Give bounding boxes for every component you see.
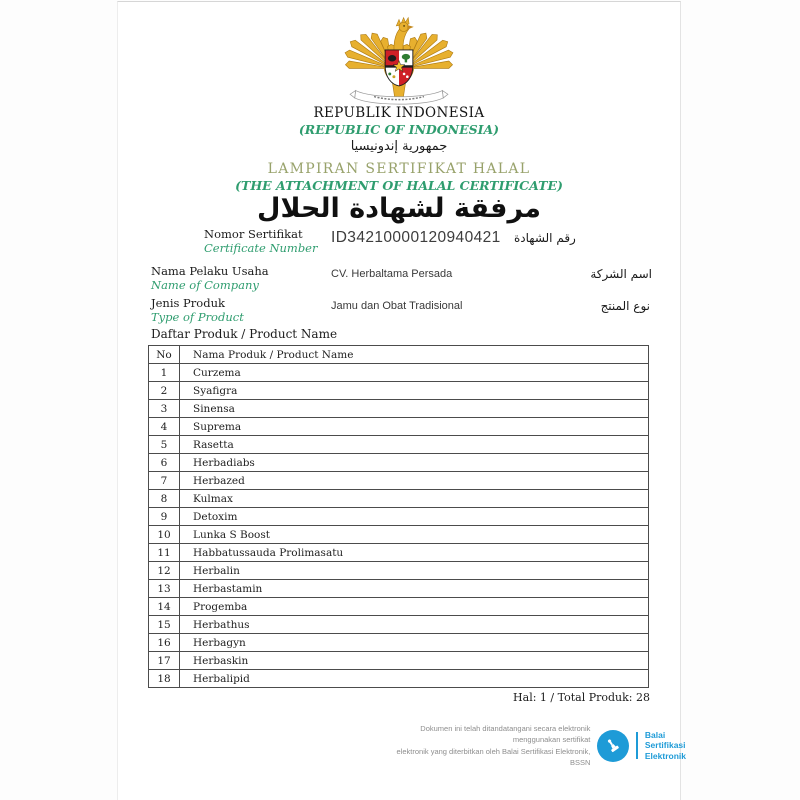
table-row: 3 Sinensa	[149, 400, 649, 418]
table-row: 4 Suprema	[149, 418, 649, 436]
table-row: 9 Detoxim	[149, 508, 649, 526]
table-row: 13 Herbastamin	[149, 580, 649, 598]
electronic-signature-note: Dokumen ini telah ditandatangani secara elektronik menggunakan sertifikat elektronik yang diterbitkan oleh Balai Sertifikasi Elektronik, BSSN	[396, 724, 591, 767]
table-row: 11 Habbatussauda Prolimasatu	[149, 544, 649, 562]
bsre-logo-text: Balai Sertifikasi Elektronik	[644, 730, 686, 761]
table-row: 18 Herbalipid	[149, 670, 649, 688]
page-total-indicator: Hal: 1 / Total Produk: 28	[513, 691, 650, 704]
product-type-label-ar: نوع المنتج	[600, 299, 650, 313]
table-row: 17 Herbaskin	[149, 652, 649, 670]
table-row: 12 Herbalin	[149, 562, 649, 580]
document-title-ar: مرفقة لشهادة الحلال	[257, 193, 541, 224]
country-name: REPUBLIK INDONESIA	[313, 105, 485, 121]
table-row: 15 Herbathus	[149, 616, 649, 634]
bsre-logo	[597, 730, 629, 762]
company-name-label-ar: اسم الشركة	[590, 267, 652, 281]
table-row: 2 Syafigra	[149, 382, 649, 400]
table-row: 10 Lunka S Boost	[149, 526, 649, 544]
document-title-en: (THE ATTACHMENT OF HALAL CERTIFICATE)	[235, 178, 563, 193]
certificate-number-label-ar: رقم الشهادة	[514, 231, 576, 245]
certificate-number-label: Nomor Sertifikat Certificate Number	[204, 227, 318, 255]
product-table	[148, 345, 649, 688]
column-header-no: No	[149, 346, 180, 364]
garuda-pancasila-icon	[338, 13, 460, 109]
table-row: 6 Herbadiabs	[149, 454, 649, 472]
document-header	[118, 105, 680, 224]
table-row: 14 Progemba	[149, 598, 649, 616]
product-type-value: Jamu dan Obat Tradisional	[331, 300, 463, 312]
table-row: 1 Curzema	[149, 364, 649, 382]
product-type-label: Jenis Produk Type of Product	[151, 296, 244, 324]
certificate-number-value: ID34210000120940421	[331, 229, 501, 246]
document-page	[117, 1, 686, 800]
column-header-name: Nama Produk / Product Name	[180, 346, 649, 364]
country-name-en: (REPUBLIC OF INDONESIA)	[298, 122, 500, 137]
product-table-caption: Daftar Produk / Product Name	[151, 327, 338, 341]
table-row: 7 Herbazed	[149, 472, 649, 490]
logo-divider	[636, 732, 638, 759]
country-name-ar: جمهورية إندونيسيا	[350, 139, 448, 154]
electronic-seal-stamp-icon	[602, 735, 624, 757]
company-name-label: Nama Pelaku Usaha Name of Company	[151, 264, 269, 292]
table-header-row	[149, 346, 649, 364]
document-title: LAMPIRAN SERTIFIKAT HALAL	[267, 161, 531, 177]
table-row: 5 Rasetta	[149, 436, 649, 454]
signature-footer	[380, 723, 686, 768]
table-row: 16 Herbagyn	[149, 634, 649, 652]
table-row: 8 Kulmax	[149, 490, 649, 508]
company-name-value: CV. Herbaltama Persada	[331, 268, 453, 280]
